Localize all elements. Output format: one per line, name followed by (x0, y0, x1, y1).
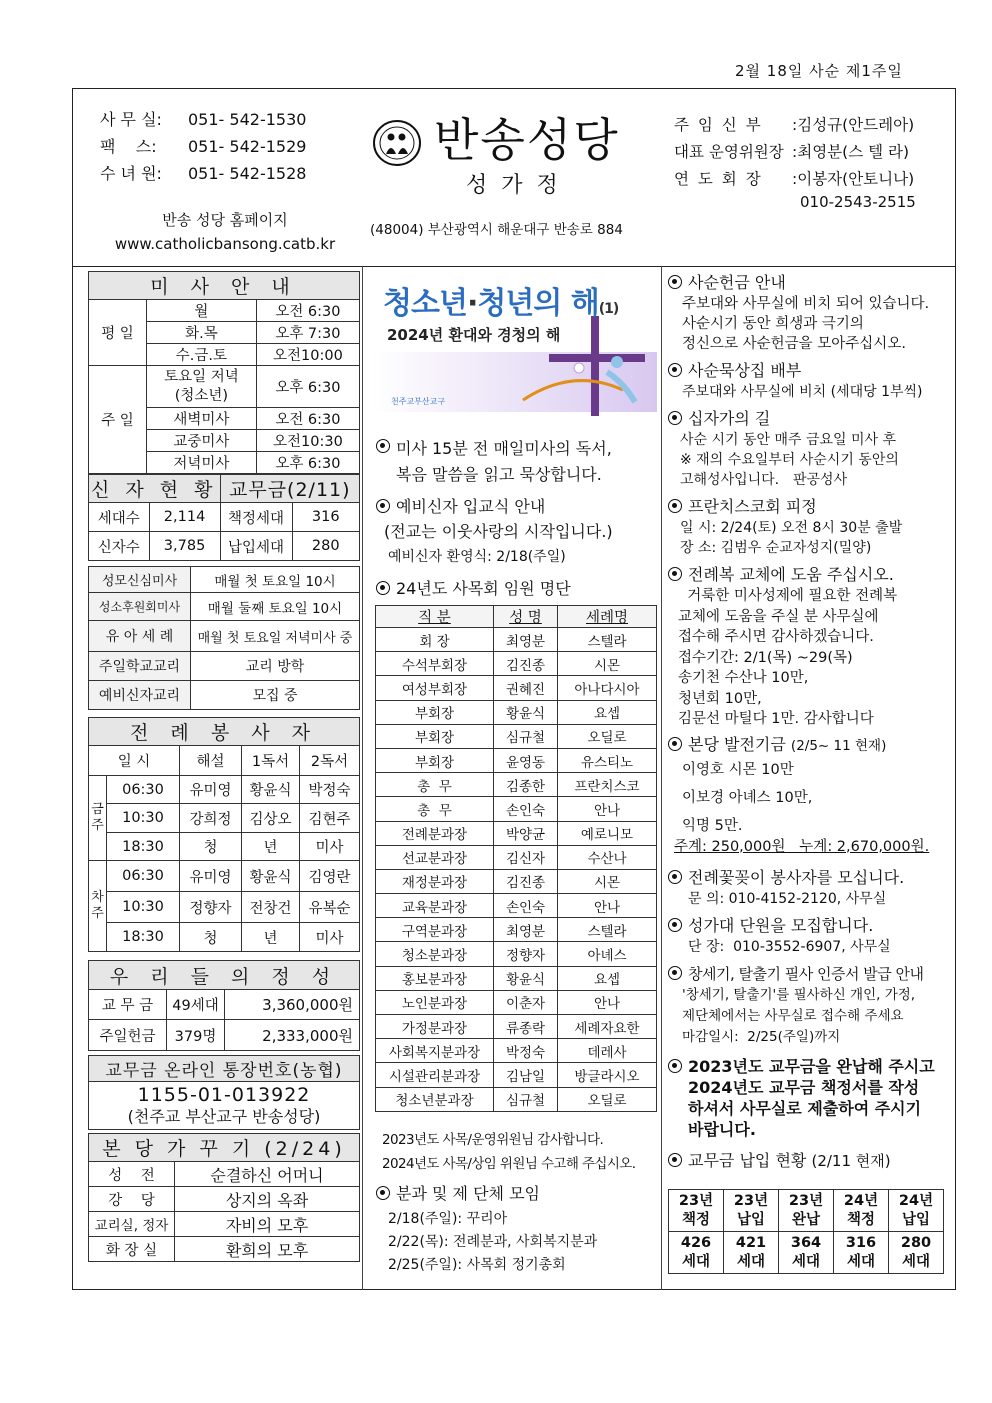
board-row (376, 990, 657, 1014)
lent-offering-title: 사순헌금 안내 (668, 272, 954, 294)
account-title: 교무금 온라인 통장번호(농협) (89, 1056, 360, 1082)
board-cell: 안나 (558, 990, 657, 1014)
choir-title: 성가대 단원을 모집합니다. (668, 915, 954, 937)
board-cell: 유스티노 (558, 748, 657, 772)
thanks-line: 2024년도 사목/상임 위원님 수고해 주십시오. (382, 1156, 636, 1172)
dues-status-value: 280 세대 (889, 1232, 944, 1274)
cleaning-place: 강 당 (89, 1187, 175, 1212)
offering-label: 주일헌금 (89, 1020, 167, 1051)
board-row (376, 894, 657, 918)
board-row (376, 676, 657, 700)
contact-office: 사 무 실: 051- 542-1530 (100, 110, 307, 129)
liturgy-cell: 박정숙 (300, 776, 360, 804)
believers-table (88, 474, 360, 561)
event-when: 모집 중 (191, 681, 360, 710)
offering-amount: 2,333,000원 (225, 1020, 360, 1051)
board-row (376, 942, 657, 966)
offering-count: 49세대 (167, 990, 225, 1020)
liturgy-cell: 18:30 (107, 923, 180, 952)
meetings-list (388, 1208, 597, 1277)
staff-chairman: 대표 운영위원장 :최영분(스 텔 라) (674, 143, 910, 161)
event-name: 성모신심미사 (89, 567, 191, 593)
board-cell: 아나다시아 (558, 676, 657, 700)
board-cell: 수석부회장 (376, 652, 494, 676)
banner-small: 천주교부산교구 (391, 397, 446, 406)
header-divider (72, 266, 956, 267)
liturgy-cell: 유복순 (300, 892, 360, 923)
event-when: 매월 첫 토요일 저녁미사 중 (191, 621, 360, 652)
stat-label: 책정세대 (220, 503, 292, 532)
board-row (376, 966, 657, 990)
parish-logo-icon (372, 118, 422, 168)
board-cell: 청소년분과장 (376, 1087, 494, 1111)
youth-year-banner (373, 272, 657, 422)
board-cell: 여성부회장 (376, 676, 494, 700)
board-cell: 심규철 (494, 724, 558, 748)
board-cell: 안나 (558, 894, 657, 918)
bulletin-date: 2월 18일 사순 제1주일 (735, 62, 903, 80)
vestment-title: 전례복 교체에 도움 주십시오. (668, 564, 954, 586)
board-table (375, 605, 657, 1112)
liturgy-cell: 06:30 (107, 861, 180, 892)
board-cell: 시몬 (558, 652, 657, 676)
board-cell: 손인숙 (494, 894, 558, 918)
bible-copy-title: 창세기, 탈출기 필사 인증서 발급 안내 (668, 963, 954, 985)
board-cell: 최영분 (494, 628, 558, 652)
board-header: 직 분 (376, 606, 494, 628)
meeting-item: 2/18(주일): 꾸리아 (388, 1211, 508, 1227)
liturgy-cell: 10:30 (107, 804, 180, 833)
dues-status-value: 426 세대 (669, 1232, 724, 1274)
board-cell: 홍보분과장 (376, 966, 494, 990)
liturgy-title: 전 례 봉 사 자 (89, 718, 360, 746)
board-title: 24년도 사목회 임원 명단 (376, 578, 571, 600)
board-cell: 스텔라 (558, 628, 657, 652)
board-cell: 세례자요한 (558, 1015, 657, 1039)
board-header: 성 명 (494, 606, 558, 628)
liturgy-cell: 미사 (300, 833, 360, 861)
fund-body: 이영호 시몬 10만 이보경 아녜스 10만, 익명 5만. (682, 761, 813, 834)
liturgy-cell: 김상오 (242, 804, 300, 833)
board-header: 세례명 (558, 606, 657, 628)
board-thanks (382, 1128, 635, 1176)
account-info (89, 1082, 360, 1130)
contact-fax: 팩 스: 051- 542-1529 (100, 137, 307, 156)
column-divider-left (362, 266, 363, 1290)
board-row (376, 845, 657, 869)
board-cell: 교육분과장 (376, 894, 494, 918)
liturgy-cell: 청 (180, 833, 242, 861)
board-row (376, 869, 657, 893)
offering-amount: 3,360,000원 (225, 990, 360, 1020)
board-cell: 권혜진 (494, 676, 558, 700)
bullet-icon (668, 363, 682, 377)
homepage (90, 208, 360, 256)
thanks-line: 2023년도 사목/운영위원님 감사합니다. (382, 1132, 604, 1148)
board-row (376, 1063, 657, 1087)
staff-pastor: 주 임 신 부 :김성규(안드레아) (674, 116, 915, 134)
board-cell: 황윤식 (494, 966, 558, 990)
board-cell: 사회복지분과장 (376, 1039, 494, 1063)
cleaning-title: 본 당 가 꾸 기 (2/24) (89, 1134, 360, 1162)
liturgy-cell: 전창건 (242, 892, 300, 923)
stat-label: 신자수 (89, 532, 150, 561)
weekday-label: 평 일 (89, 300, 147, 366)
stat-label: 세대수 (89, 503, 150, 532)
board-cell: 총 무 (376, 773, 494, 797)
bullet-icon (668, 411, 682, 425)
banner-subline: 2024년 환대와 경청의 해 (387, 326, 561, 344)
mass-day: 월 (147, 300, 257, 322)
dues-status-table (668, 1189, 944, 1274)
board-cell: 선교분과장 (376, 845, 494, 869)
board-row (376, 1087, 657, 1111)
liturgy-cell: 10:30 (107, 892, 180, 923)
next-week-label: 차 주 (89, 861, 107, 952)
board-row (376, 918, 657, 942)
mass-time: 오후 7:30 (256, 322, 359, 344)
board-row (376, 821, 657, 845)
flower-title: 전례꽃꽂이 봉사자를 모십니다. (668, 867, 954, 889)
staff-phone: 010-2543-2515 (800, 193, 916, 211)
bullet-icon (668, 966, 682, 980)
board-cell: 가정분과장 (376, 1015, 494, 1039)
liturgy-cell: 황윤식 (242, 861, 300, 892)
catechumen-title: 예비신자 입교식 안내 (376, 496, 545, 518)
vestment-body: 거룩한 미사성제에 필요한 전례복 교체에 도움을 주실 분 사무실에 접수해 주시면 감사하겠습니다. 접수기간: 2/1(목) ~29(목) 송기천 수산나 10만, 청년회 10만, 김문선 마틸다 1만. 감사합니다 (678, 588, 898, 727)
stations-title: 십자가의 길 (668, 408, 954, 430)
bullet-icon (668, 737, 682, 751)
catechumen-sub: (전교는 이웃사랑의 시작입니다.) (384, 522, 613, 541)
board-row (376, 1039, 657, 1063)
bullet-icon (668, 1059, 682, 1073)
board-cell: 부회장 (376, 724, 494, 748)
board-cell: 김신자 (494, 845, 558, 869)
board-cell: 노인분과장 (376, 990, 494, 1014)
mass-day: 저녁미사 (147, 452, 257, 474)
board-cell: 부회장 (376, 700, 494, 724)
board-cell: 오딜로 (558, 724, 657, 748)
board-cell: 최영분 (494, 918, 558, 942)
board-cell: 구역분과장 (376, 918, 494, 942)
fund-total: 주계: 250,000원 누계: 2,670,000원. (674, 838, 930, 855)
stat-value: 316 (292, 503, 359, 532)
board-row (376, 652, 657, 676)
cleaning-group: 순결하신 어머니 (175, 1162, 360, 1187)
bible-copy-body: '창세기, 탈출기'를 필사하신 개인, 가정, 제단체에서는 사무실로 접수해 주세요 마감일시: 2/25(주일)까지 (682, 986, 916, 1045)
contact-convent: 수 녀 원: 051- 542-1528 (100, 164, 307, 183)
board-cell: 김남일 (494, 1063, 558, 1087)
board-cell: 예로니모 (558, 821, 657, 845)
banner-headline: 청소년·청년의 해(1) (383, 286, 619, 321)
staff-legion: 연 도 회 장 :이봉자(안토니나) (674, 170, 915, 188)
meditation-body: 주보대와 사무실에 비치 (세대당 1부씩) (682, 384, 923, 400)
mass-time: 오후 6:30 (256, 452, 359, 474)
board-cell: 황윤식 (494, 700, 558, 724)
right-column (668, 272, 954, 1172)
event-name: 예비신자교리 (89, 681, 191, 710)
column-divider-right (661, 266, 662, 1290)
contact-list (100, 106, 306, 187)
events-table (88, 566, 360, 710)
liturgy-cell: 년 (242, 923, 300, 952)
cleaning-place: 교리실, 정자 (89, 1212, 175, 1237)
parish-address: (48004) 부산광역시 해운대구 반송로 884 (370, 222, 623, 238)
mass-time: 오전10:30 (256, 430, 359, 452)
bullet-icon (376, 581, 390, 595)
liturgy-header: 일 시 (89, 746, 180, 776)
board-cell: 방글라시오 (558, 1063, 657, 1087)
bullet-icon (668, 870, 682, 884)
board-cell: 류종락 (494, 1015, 558, 1039)
board-cell: 데레사 (558, 1039, 657, 1063)
event-when: 매월 첫 토요일 10시 (191, 567, 360, 593)
mass-day: 수.금.토 (147, 344, 257, 366)
offering-count: 379명 (167, 1020, 225, 1051)
board-cell: 총 무 (376, 797, 494, 821)
bullet-icon (668, 567, 682, 581)
mass-time: 오전 6:30 (256, 408, 359, 430)
dues-status-value: 364 세대 (779, 1232, 834, 1274)
liturgy-cell: 청 (180, 923, 242, 952)
liturgy-cell: 06:30 (107, 776, 180, 804)
board-cell: 김종한 (494, 773, 558, 797)
dues-title: 교무금(2/11) (220, 475, 359, 503)
liturgy-cell: 년 (242, 833, 300, 861)
liturgy-header: 1독서 (242, 746, 300, 776)
bullet-icon (376, 499, 390, 513)
board-row (376, 797, 657, 821)
stations-body: 사순 시기 동안 매주 금요일 미사 후 ※ 재의 수요일부터 사순시기 동안의 고해성사입니다. 판공성사 (680, 432, 899, 488)
parish-subtitle: 성가정 (466, 173, 572, 198)
offering-label: 교 무 금 (89, 990, 167, 1020)
board-cell: 오딜로 (558, 1087, 657, 1111)
liturgy-cell: 김영란 (300, 861, 360, 892)
liturgy-cell: 유미영 (180, 861, 242, 892)
dues-status-header: 24년 납입 (889, 1190, 944, 1232)
meetings-title: 분과 및 제 단체 모임 (376, 1183, 540, 1205)
cleaning-group: 환희의 모후 (175, 1237, 360, 1262)
choir-body: 단 장: 010-3552-6907, 사무실 (688, 938, 891, 955)
event-name: 유 아 세 례 (89, 621, 191, 652)
board-cell: 수산나 (558, 845, 657, 869)
board-cell: 박정숙 (494, 1039, 558, 1063)
bullet-icon (668, 918, 682, 932)
staff-list (674, 112, 914, 193)
bullet-icon (376, 1186, 390, 1200)
mass-day: 새벽미사 (147, 408, 257, 430)
liturgy-cell: 황윤식 (242, 776, 300, 804)
board-row (376, 748, 657, 772)
bullet-icon (668, 499, 682, 513)
cleaning-place: 성 전 (89, 1162, 175, 1187)
meeting-item: 2/22(목): 전례분과, 사회복지분과 (388, 1234, 598, 1250)
liturgy-cell: 김현주 (300, 804, 360, 833)
believers-title: 신 자 현 황 (89, 475, 221, 503)
dues-status-title: 교무금 납입 현황 (2/11 현재) (668, 1150, 954, 1172)
account-holder: (천주교 부산교구 반송성당) (127, 1106, 321, 1126)
account-number: 1155-01-013922 (137, 1083, 311, 1106)
board-cell: 윤영동 (494, 748, 558, 772)
mass-prep-notice: 미사 15분 전 매일미사의 독서, 복음 말씀을 읽고 묵상합니다. (376, 436, 612, 488)
liturgy-cell: 강희정 (180, 804, 242, 833)
liturgy-servers-table (88, 717, 360, 952)
mass-day: 토요일 저녁 (청소년) (147, 366, 257, 408)
bullet-icon (668, 1153, 682, 1167)
board-cell: 청소분과장 (376, 942, 494, 966)
mass-schedule-table (88, 271, 360, 474)
catechumen-date: 예비신자 환영식: 2/18(주일) (388, 549, 566, 565)
bullet-icon (376, 439, 390, 453)
board-cell: 시몬 (558, 869, 657, 893)
meditation-title: 사순묵상집 배부 (668, 360, 954, 382)
liturgy-cell: 18:30 (107, 833, 180, 861)
board-cell: 요셉 (558, 966, 657, 990)
mass-schedule-title: 미 사 안 내 (89, 272, 360, 300)
retreat-body: 일 시: 2/24(토) 오전 8시 30분 출발 장 소: 김범우 순교자성지(밀양) (680, 520, 903, 556)
account-table (88, 1055, 360, 1130)
dues-status-value: 421 세대 (724, 1232, 779, 1274)
board-cell: 아녜스 (558, 942, 657, 966)
mass-day: 교중미사 (147, 430, 257, 452)
dues-status-header: 23년 책정 (669, 1190, 724, 1232)
stat-label: 납입세대 (220, 532, 292, 561)
board-cell: 요셉 (558, 700, 657, 724)
offerings-table (88, 960, 360, 1051)
stat-value: 2,114 (149, 503, 220, 532)
liturgy-cell: 유미영 (180, 776, 242, 804)
liturgy-header: 해설 (180, 746, 242, 776)
event-when: 교리 방학 (191, 652, 360, 681)
cleaning-group: 상지의 옥좌 (175, 1187, 360, 1212)
mass-time: 오전 6:30 (256, 300, 359, 322)
fund-title: 본당 발전기금 (2/5~ 11 현재) (668, 734, 954, 757)
mass-time: 오전10:00 (256, 344, 359, 366)
board-cell: 재정분과장 (376, 869, 494, 893)
liturgy-header: 2독서 (300, 746, 360, 776)
board-cell: 손인숙 (494, 797, 558, 821)
dues-status-header: 24년 책정 (834, 1190, 889, 1232)
board-row (376, 1015, 657, 1039)
meeting-item: 2/25(주일): 사목회 정기총회 (388, 1257, 566, 1273)
offerings-title: 우 리 들 의 정 성 (89, 961, 360, 990)
board-row (376, 700, 657, 724)
board-cell: 스텔라 (558, 918, 657, 942)
board-cell: 안나 (558, 797, 657, 821)
flower-body: 문 의: 010-4152-2120, 사무실 (688, 890, 887, 907)
cleaning-group: 자비의 모후 (175, 1212, 360, 1237)
cleaning-table (88, 1133, 360, 1262)
event-name: 주일학교교리 (89, 652, 191, 681)
event-name: 성소후원회미사 (89, 593, 191, 621)
this-week-label: 금 주 (89, 776, 107, 861)
dues-status-header: 23년 납입 (724, 1190, 779, 1232)
board-cell: 박양균 (494, 821, 558, 845)
retreat-title: 프란치스코회 피정 (668, 496, 954, 518)
board-cell: 정향자 (494, 942, 558, 966)
board-row (376, 773, 657, 797)
cleaning-place: 화 장 실 (89, 1237, 175, 1262)
mass-day: 화.목 (147, 322, 257, 344)
mass-time: 오후 6:30 (256, 366, 359, 408)
homepage-label: 반송 성당 홈페이지 (162, 211, 288, 229)
dues-status-value: 316 세대 (834, 1232, 889, 1274)
board-cell: 전례분과장 (376, 821, 494, 845)
sunday-label: 주 일 (89, 366, 147, 474)
board-row (376, 724, 657, 748)
board-cell: 심규철 (494, 1087, 558, 1111)
board-cell: 김진종 (494, 869, 558, 893)
board-cell: 회 장 (376, 628, 494, 652)
stat-value: 280 (292, 532, 359, 561)
board-cell: 프란치스코 (558, 773, 657, 797)
bullet-icon (668, 275, 682, 289)
parish-title: 반송성당 (434, 113, 620, 167)
dues-request: 2023년도 교무금을 완납해 주시고 2024년도 교무금 책정서를 작성 하셔서 사무실로 제출하여 주시기 바랍니다. (668, 1056, 954, 1140)
board-cell: 시설관리분과장 (376, 1063, 494, 1087)
liturgy-cell: 미사 (300, 923, 360, 952)
lent-offering-body: 주보대와 사무실에 비치 되어 있습니다. 사순시기 동안 희생과 극기의 정신으로 사순헌금을 모아주십시오. (682, 296, 930, 352)
board-row (376, 628, 657, 652)
event-when: 매월 둘째 토요일 10시 (191, 593, 360, 621)
homepage-url[interactable]: www.catholicbansong.catb.kr (114, 235, 336, 253)
board-cell: 이춘자 (494, 990, 558, 1014)
board-cell: 김진종 (494, 652, 558, 676)
board-cell: 부회장 (376, 748, 494, 772)
stat-value: 3,785 (149, 532, 220, 561)
liturgy-cell: 정향자 (180, 892, 242, 923)
dues-status-header: 23년 완납 (779, 1190, 834, 1232)
